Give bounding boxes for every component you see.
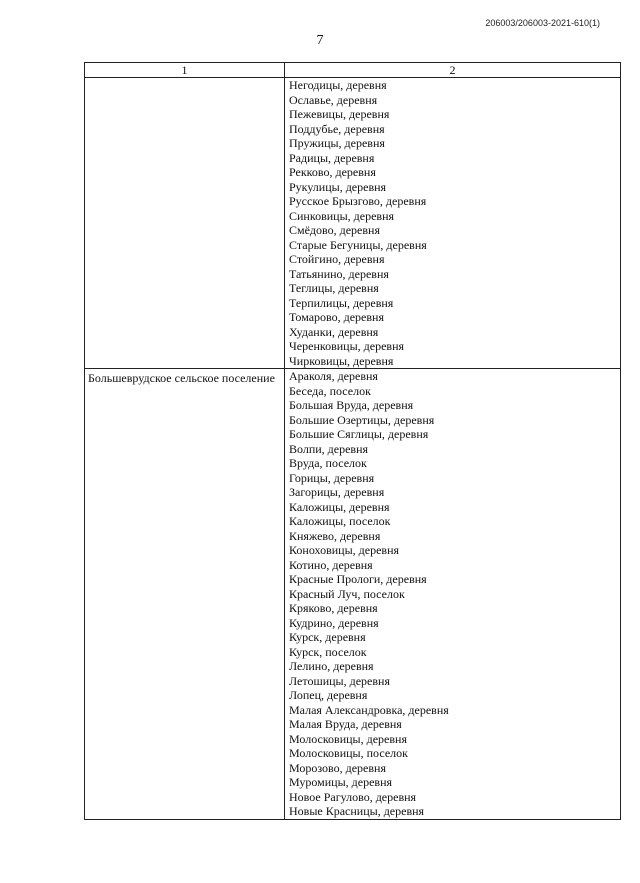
list-item: Коноховицы, деревня (289, 543, 400, 557)
list-item: Вруда, поселок (289, 456, 367, 470)
list-item: Большие Сяглицы, деревня (289, 427, 429, 441)
places-cell (285, 369, 621, 820)
list-item: Волпи, деревня (289, 441, 369, 456)
list-item: Чирковицы, деревня (289, 353, 394, 368)
list-item: Малая Вруда, деревня (289, 717, 402, 731)
list-item: Каложицы, поселок (289, 514, 391, 528)
list-item: Красный Луч, поселок (289, 586, 405, 601)
list-item: Лопец, деревня (289, 688, 368, 702)
district-name: Большеврудское сельское поселение (88, 371, 275, 385)
district-cell (85, 369, 285, 820)
list-item: Стойгино, деревня (289, 252, 385, 266)
list-item: Каложицы, деревня (289, 499, 390, 514)
list-item: Араколя, деревня (289, 369, 378, 383)
list-item: Томарово, деревня (289, 310, 384, 324)
list-item: Лелино, деревня (289, 659, 374, 673)
list-item: Загорицы, деревня (289, 485, 385, 499)
document-id: 206003/206003-2021-610(1) (485, 18, 600, 28)
list-item: Молосковицы, поселок (289, 746, 408, 760)
list-item: Теглицы, деревня (289, 281, 379, 295)
places-list (285, 78, 620, 368)
list-item: Молосковицы, деревня (289, 731, 407, 746)
settlements-table (84, 62, 621, 820)
table-body (85, 78, 621, 820)
list-item: Новые Красницы, деревня (289, 804, 425, 818)
list-item: Худанки, деревня (289, 324, 379, 339)
list-item: Морозово, деревня (289, 760, 386, 775)
list-item: Пежевицы, деревня (289, 107, 390, 121)
list-item: Негодицы, деревня (289, 78, 387, 92)
list-item: Горицы, деревня (289, 470, 375, 485)
list-item: Радицы, деревня (289, 150, 375, 165)
list-item: Татьянино, деревня (289, 266, 389, 281)
list-item: Малая Александровка, деревня (289, 702, 449, 717)
column-header-2: 2 (285, 63, 621, 78)
list-item: Старые Бегуницы, деревня (289, 237, 427, 252)
list-item: Смёдово, деревня (289, 223, 380, 237)
district-name (85, 78, 284, 80)
list-item: Муромицы, деревня (289, 775, 393, 789)
page-number: 7 (316, 33, 324, 48)
list-item: Большая Вруда, деревня (289, 398, 414, 412)
table-row (85, 78, 621, 369)
list-item: Черенковицы, деревня (289, 339, 405, 353)
list-item: Курск, поселок (289, 644, 367, 659)
list-item: Курск, деревня (289, 630, 366, 644)
column-header-1: 1 (85, 63, 285, 78)
list-item: Рекково, деревня (289, 165, 376, 179)
list-item: Котино, деревня (289, 557, 373, 572)
table-header-row (85, 63, 621, 78)
list-item: Пружицы, деревня (289, 136, 385, 150)
list-item: Кряково, деревня (289, 601, 378, 615)
list-item: Большие Озертицы, деревня (289, 412, 435, 427)
list-item: Ославье, деревня (289, 92, 378, 107)
table-row (85, 369, 621, 820)
places-cell (285, 78, 621, 369)
list-item: Новое Рагулово, деревня (289, 789, 417, 804)
list-item: Синковицы, деревня (289, 208, 395, 223)
list-item: Беседа, поселок (289, 383, 371, 398)
list-item: Княжево, деревня (289, 528, 381, 543)
list-item: Терпилицы, деревня (289, 295, 394, 310)
list-item: Кудрино, деревня (289, 615, 379, 630)
list-item: Рукулицы, деревня (289, 179, 387, 194)
list-item: Красные Прологи, деревня (289, 572, 427, 586)
district-cell (85, 78, 285, 369)
list-item: Летошицы, деревня (289, 673, 390, 688)
list-item: Русское Брызгово, деревня (289, 194, 427, 208)
list-item: Поддубье, деревня (289, 121, 385, 136)
places-list (285, 369, 620, 819)
